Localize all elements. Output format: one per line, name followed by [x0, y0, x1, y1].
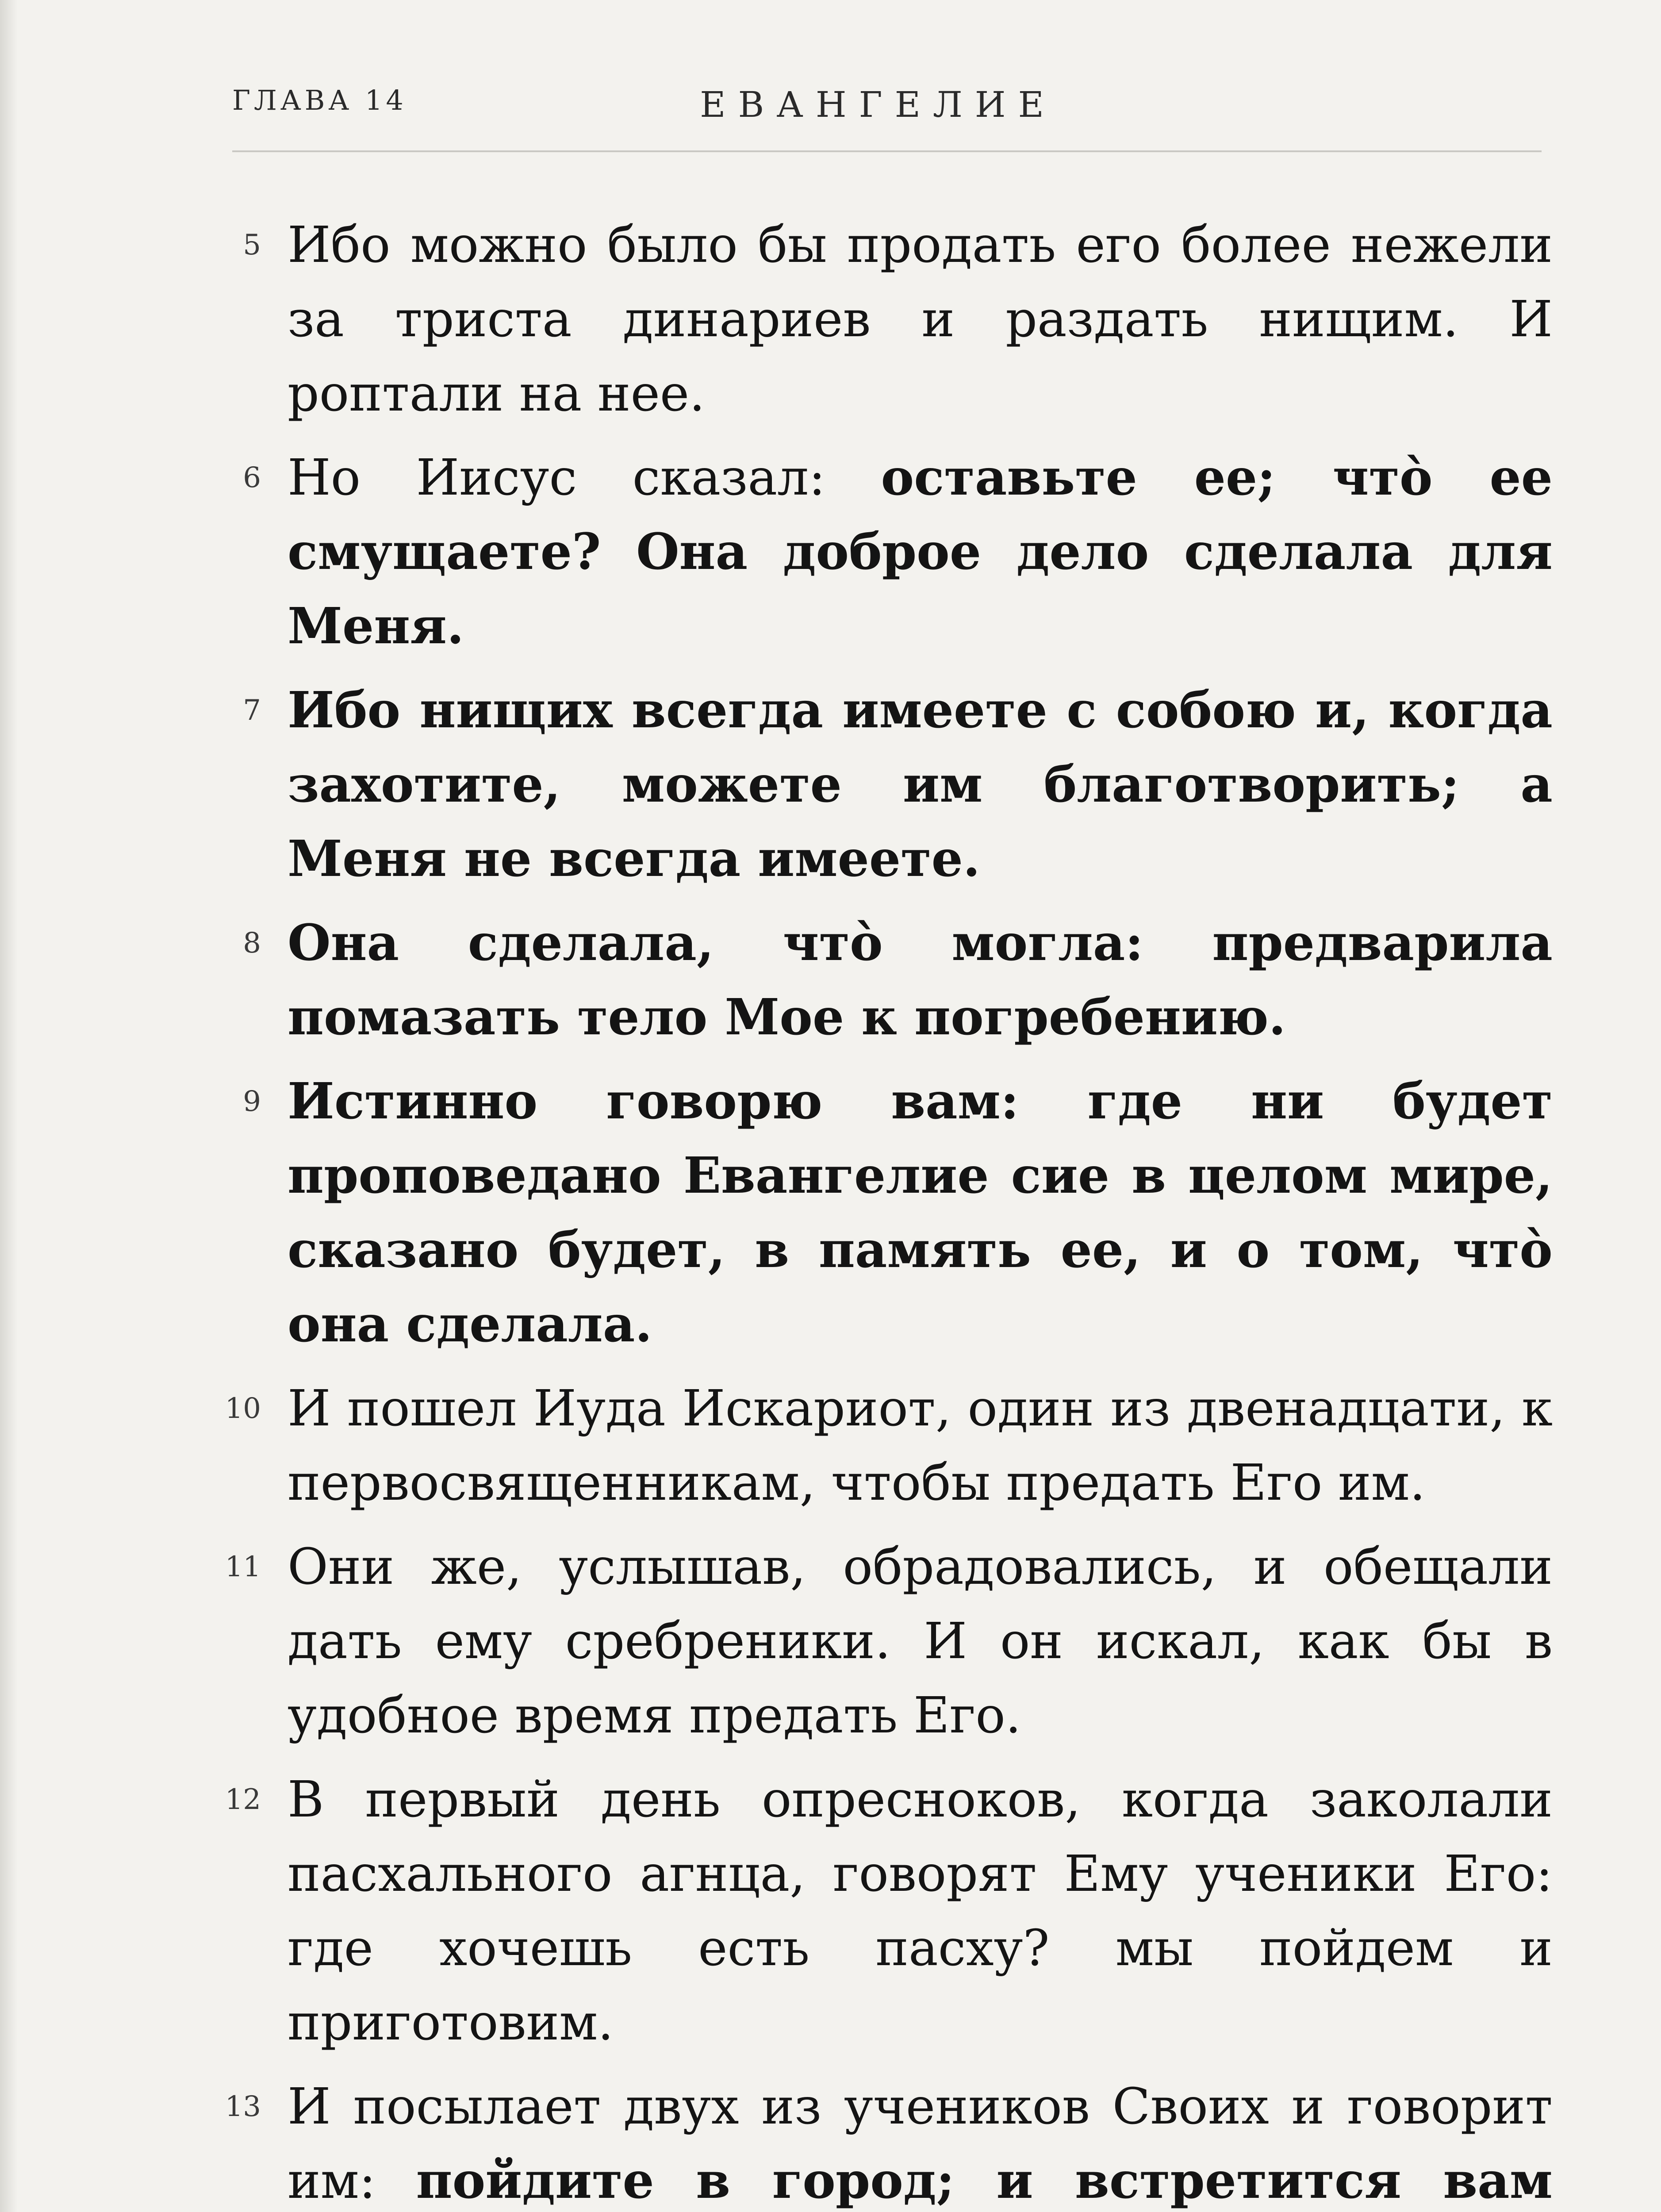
- verse-number: 5: [243, 229, 261, 261]
- verse: [208, 208, 1553, 431]
- verse-list: [208, 208, 1553, 2212]
- page-edge-shadow: [0, 0, 18, 2212]
- verse: [208, 2070, 1553, 2212]
- verse-number: 13: [225, 2090, 261, 2123]
- verse: [208, 441, 1553, 664]
- verse-text: Они же, услышав, обрадовались, и обещали дать ему сребреники. И он искал, как бы в удобное время предать Его.: [288, 1538, 1553, 1744]
- chapter-label: ГЛАВА 14: [232, 84, 407, 116]
- verse-speech-text: Она сделала, что̀ могла: предварила помазать тело Мое к погребению.: [288, 914, 1553, 1046]
- verse-text: Но Иисус сказал:: [288, 449, 881, 507]
- verse-text: И пошел Иуда Искариот, один из двенадцати, к первосвященникам, чтобы предать Его им.: [288, 1380, 1553, 1512]
- verse-number: 8: [243, 927, 261, 960]
- verse-number: 11: [225, 1551, 261, 1583]
- verse-number: 9: [243, 1085, 261, 1118]
- verse: [208, 1064, 1553, 1362]
- verse-speech-text: пойдите в город; и встретится вам: [416, 2152, 1553, 2210]
- verse: [208, 1763, 1553, 2060]
- verse: [208, 673, 1553, 896]
- verse-speech-text: Ибо нищих всегда имеете с собою и, когда захотите, можете им благотворить; а Меня не всегда имеете.: [288, 681, 1553, 888]
- verse-speech-text: оставьте ее; что̀ ее смущаете? Она доброе дело сделала для Меня.: [288, 449, 1553, 655]
- header-divider: [232, 150, 1542, 152]
- running-header: [0, 66, 1661, 155]
- verse: [208, 1530, 1553, 1753]
- verse-text: В первый день опресноков, когда заколали пасхального агнца, говорят Ему ученики Его: где хочешь есть пасху? мы пойдем и приготовим.: [288, 1771, 1553, 2051]
- verse-text: И посылает двух из учеников Своих и говорит им:: [288, 2078, 1553, 2210]
- verse-number: 7: [243, 694, 261, 727]
- book-title: ЕВАНГЕЛИЕ: [700, 84, 1056, 125]
- verse-number: 6: [243, 461, 261, 494]
- verse: [208, 1371, 1553, 1520]
- verse-number: 12: [225, 1783, 261, 1816]
- verse-number: 10: [225, 1392, 261, 1425]
- verse-text: Ибо можно было бы продать его более нежели за триста динариев и раздать нищим. И роптали на нее.: [288, 216, 1553, 422]
- verse-speech-text: Истинно говорю вам: где ни будет проповедано Евангелие сие в целом мире, сказано будет, в память ее, и о том, что̀ она сделала.: [288, 1072, 1553, 1353]
- verse: [208, 906, 1553, 1055]
